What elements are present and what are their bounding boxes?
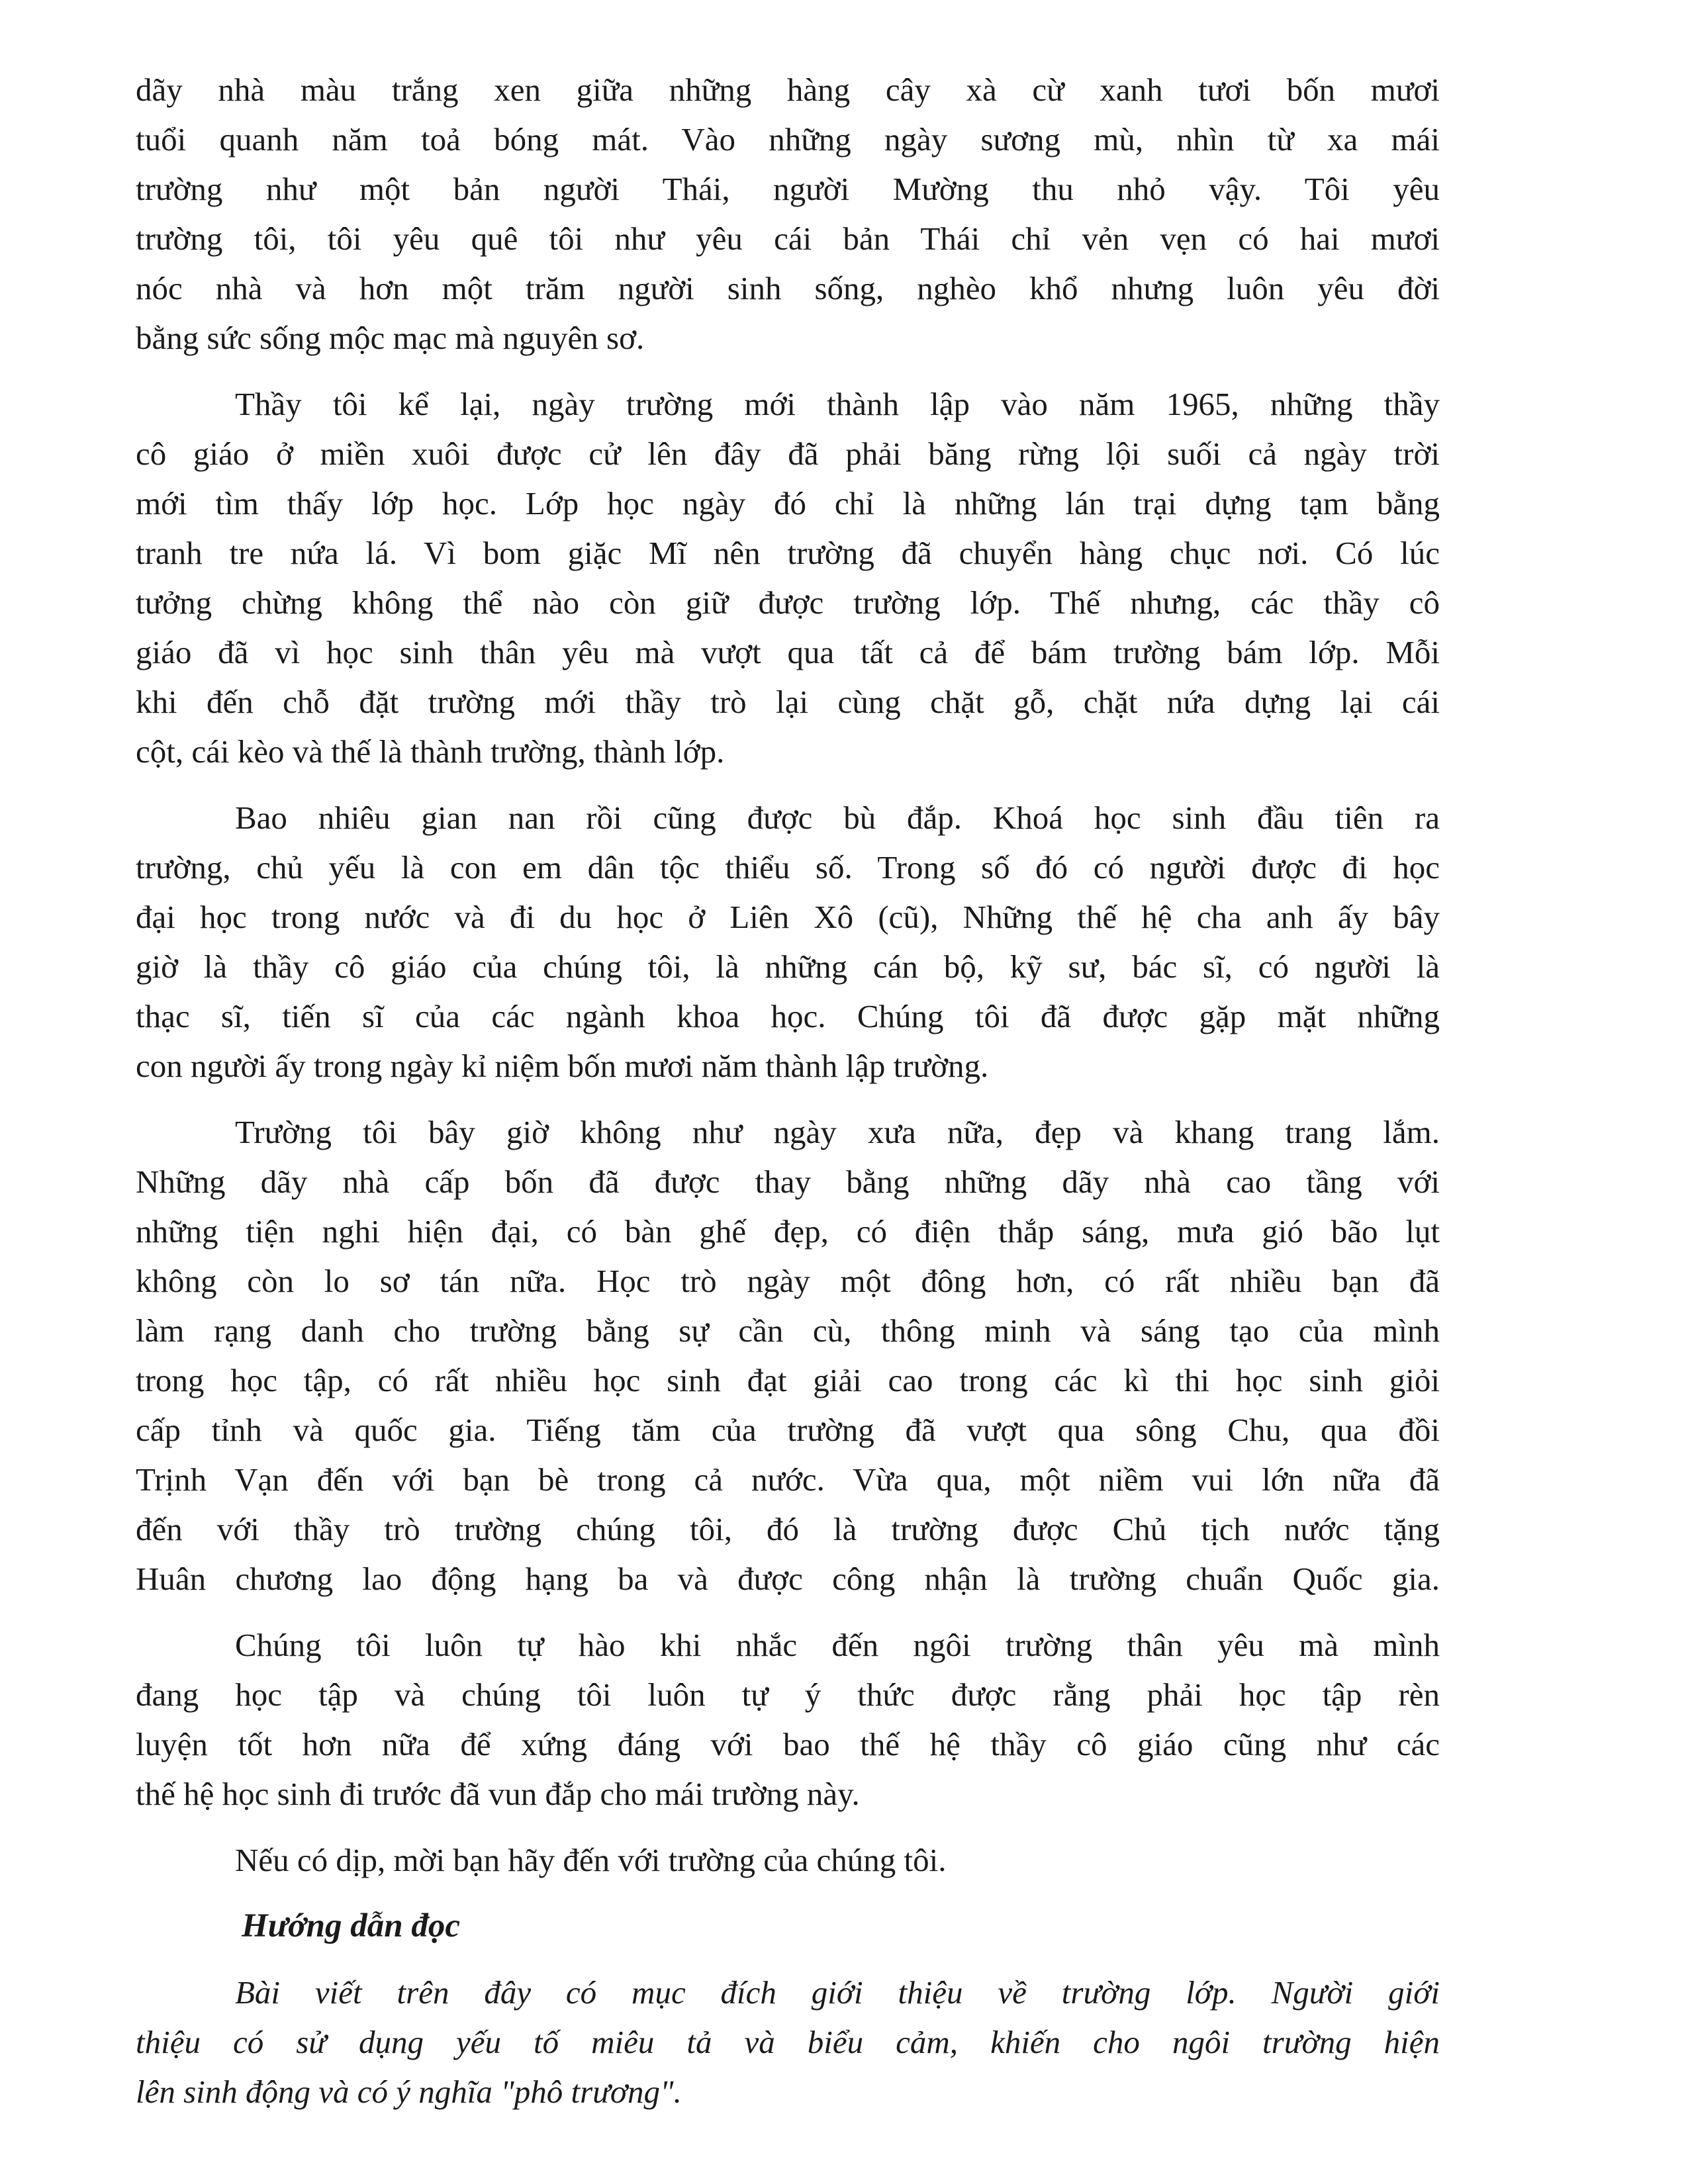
text-line: cô giáo ở miền xuôi được cử lên đây đã phải băng rừng lội suối cả ngày trời	[136, 435, 1440, 472]
text-line: Bao nhiêu gian nan rồi cũng được bù đắp. Khoá học sinh đầu tiên ra	[235, 799, 1440, 836]
text-line: nóc nhà và hơn một trăm người sinh sống, nghèo khổ nhưng luôn yêu đời	[136, 270, 1440, 306]
text-line: Những dãy nhà cấp bốn đã được thay bằng những dãy nhà cao tầng với	[136, 1163, 1440, 1200]
text-line: bằng sức sống mộc mạc mà nguyên sơ.	[136, 320, 645, 356]
paragraph-6	[136, 1835, 1440, 1885]
text-line: lên sinh động và có ý nghĩa "phô trương".	[136, 2073, 682, 2110]
paragraph-1	[136, 65, 1440, 363]
text-line: khi đến chỗ đặt trường mới thầy trò lại cùng chặt gỗ, chặt nứa dựng lại cái	[136, 684, 1440, 720]
text-line: luyện tốt hơn nữa để xứng đáng với bao thế hệ thầy cô giáo cũng như các	[136, 1726, 1440, 1762]
text-line: tưởng chừng không thể nào còn giữ được trường lớp. Thế nhưng, các thầy cô	[136, 584, 1440, 621]
paragraph-3	[136, 793, 1440, 1091]
text-line: trường, chủ yếu là con em dân tộc thiểu số. Trong số đó có người được đi học	[136, 849, 1440, 886]
paragraph-5	[136, 1620, 1440, 1819]
text-line: đại học trong nước và đi du học ở Liên Xô (cũ), Những thế hệ cha anh ấy bây	[136, 899, 1440, 935]
text-line: Huân chương lao động hạng ba và được công nhận là trường chuẩn Quốc gia.	[136, 1561, 1440, 1597]
text-line: Bài viết trên đây có mục đích giới thiệu về trường lớp. Người giới	[235, 1974, 1440, 2011]
text-line: tuổi quanh năm toả bóng mát. Vào những ngày sương mù, nhìn từ xa mái	[136, 121, 1440, 158]
text-line: thiệu có sử dụng yếu tố miêu tả và biểu cảm, khiến cho ngôi trường hiện	[136, 2024, 1440, 2060]
paragraph-2	[136, 379, 1440, 776]
text-line: Thầy tôi kể lại, ngày trường mới thành lập vào năm 1965, những thầy	[235, 386, 1440, 422]
text-line: cấp tỉnh và quốc gia. Tiếng tăm của trường đã vượt qua sông Chu, qua đồi	[136, 1412, 1440, 1448]
text-line: Nếu có dịp, mời bạn hãy đến với trường của chúng tôi.	[235, 1842, 947, 1878]
text-line: giáo đã vì học sinh thân yêu mà vượt qua tất cả để bám trường bám lớp. Mỗi	[136, 634, 1440, 670]
text-line: Trường tôi bây giờ không như ngày xưa nữa, đẹp và khang trang lắm.	[235, 1114, 1440, 1150]
text-line: thế hệ học sinh đi trước đã vun đắp cho mái trường này.	[136, 1776, 860, 1812]
text-line: dãy nhà màu trắng xen giữa những hàng cây xà cừ xanh tươi bốn mươi	[136, 71, 1440, 108]
text-line: mới tìm thấy lớp học. Lớp học ngày đó chỉ là những lán trại dựng tạm bằng	[136, 485, 1440, 522]
text-line: không còn lo sơ tán nữa. Học trò ngày một đông hơn, có rất nhiều bạn đã	[136, 1263, 1440, 1299]
text-line: làm rạng danh cho trường bằng sự cần cù, thông minh và sáng tạo của mình	[136, 1312, 1440, 1349]
document-page	[136, 65, 1440, 2133]
text-line: trong học tập, có rất nhiều học sinh đạt giải cao trong các kì thi học sinh giỏi	[136, 1362, 1440, 1398]
text-line: những tiện nghi hiện đại, có bàn ghế đẹp, có điện thắp sáng, mưa gió bão lụt	[136, 1213, 1440, 1250]
text-line: tranh tre nứa lá. Vì bom giặc Mĩ nên trường đã chuyển hàng chục nơi. Có lúc	[136, 535, 1440, 571]
text-line: cột, cái kèo và thế là thành trường, thành lớp.	[136, 733, 725, 770]
text-line: thạc sĩ, tiến sĩ của các ngành khoa học. Chúng tôi đã được gặp mặt những	[136, 998, 1440, 1034]
text-line: Trịnh Vạn đến với bạn bè trong cả nước. Vừa qua, một niềm vui lớn nữa đã	[136, 1461, 1440, 1498]
guide-paragraph	[136, 1968, 1440, 2116]
guide-heading: Hướng dẫn đọc	[242, 1907, 460, 1944]
text-line: con người ấy trong ngày kỉ niệm bốn mươi năm thành lập trường.	[136, 1048, 989, 1084]
text-line: đang học tập và chúng tôi luôn tự ý thức được rằng phải học tập rèn	[136, 1676, 1440, 1713]
paragraph-4	[136, 1107, 1440, 1604]
text-line: giờ là thầy cô giáo của chúng tôi, là những cán bộ, kỹ sư, bác sĩ, có người là	[136, 948, 1440, 985]
text-line: Chúng tôi luôn tự hào khi nhắc đến ngôi trường thân yêu mà mình	[235, 1627, 1440, 1663]
text-line: trường như một bản người Thái, người Mường thu nhỏ vậy. Tôi yêu	[136, 171, 1440, 207]
text-line: trường tôi, tôi yêu quê tôi như yêu cái bản Thái chỉ vẻn vẹn có hai mươi	[136, 220, 1440, 257]
text-line: đến với thầy trò trường chúng tôi, đó là trường được Chủ tịch nước tặng	[136, 1511, 1440, 1547]
